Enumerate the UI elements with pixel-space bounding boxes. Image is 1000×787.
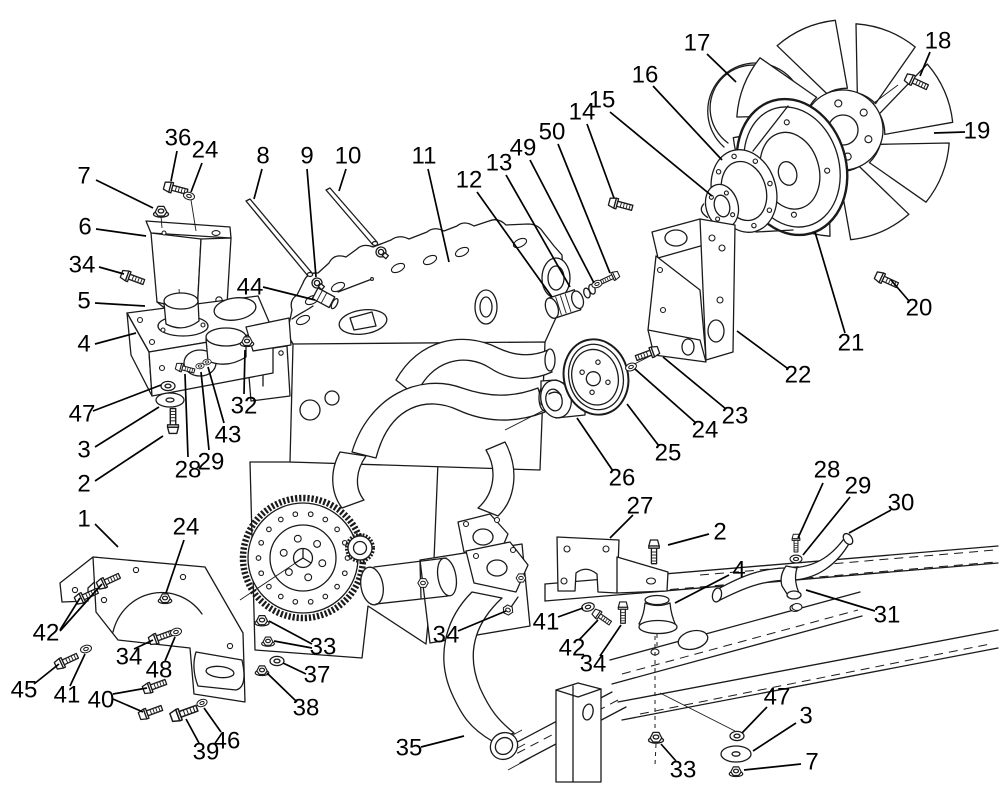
callout-24 [191, 137, 218, 193]
bolt-hole [343, 571, 348, 576]
bolt-2-left [168, 409, 179, 434]
callout-number: 27 [626, 492, 654, 520]
bolt-34-left [120, 269, 146, 287]
callout-number: 32 [230, 392, 258, 420]
callout-26 [577, 418, 635, 492]
nut-38 [255, 666, 269, 676]
callout-number: 41 [53, 681, 81, 709]
bolt-hole [319, 560, 326, 567]
washer-29-right [790, 555, 802, 563]
callout-45 [11, 664, 59, 704]
bolt-hole [308, 512, 313, 517]
bolt-hole [267, 584, 272, 589]
bolt-hole [579, 370, 584, 375]
callout-number: 34 [579, 650, 607, 678]
callout-41 [533, 608, 583, 636]
callout-number: 28 [174, 456, 202, 484]
bolt-hole [715, 217, 720, 222]
leader-line [95, 436, 163, 481]
arc-plate-illustration [54, 557, 245, 723]
callout-31 [806, 590, 900, 629]
bolt-45 [54, 651, 80, 670]
callout-number: 16 [631, 61, 659, 89]
callout-number: 41 [532, 608, 560, 636]
callout-number: 17 [683, 29, 711, 57]
callout-10 [335, 143, 362, 192]
leader-line [934, 132, 965, 133]
callout-4 [77, 331, 136, 358]
callout-number: 39 [192, 738, 220, 766]
callout-number: 7 [805, 748, 819, 776]
callout-number: 37 [303, 661, 331, 689]
callout-number: 8 [256, 142, 270, 170]
callout-22 [737, 331, 811, 389]
callout-2 [668, 519, 727, 546]
leader-line [798, 483, 823, 538]
callout-number: 28 [813, 456, 841, 484]
bolt-hole [595, 360, 600, 365]
bolt-hole [335, 584, 340, 589]
bolt-hole [256, 556, 261, 561]
callout-21 [815, 232, 864, 357]
callout-number: 29 [844, 472, 872, 500]
bolt-hole [280, 549, 287, 556]
callout-number: 48 [145, 656, 173, 684]
callout-number: 25 [654, 439, 682, 467]
leader-line [806, 590, 875, 611]
bolt-hole [259, 541, 264, 546]
callout-number: 2 [713, 518, 727, 546]
bolt-hole [323, 594, 328, 599]
callout-5 [77, 288, 145, 315]
callout-number: 43 [214, 421, 242, 449]
callout-number: 31 [873, 601, 901, 629]
leader-line [244, 350, 245, 394]
callout-number: 24 [172, 513, 200, 541]
engine-illustration [240, 220, 570, 658]
callout-number: 20 [905, 294, 933, 322]
callout-29 [803, 473, 871, 556]
bolt-2-right [649, 540, 659, 564]
callout-27 [610, 493, 653, 539]
bolt-hole [305, 574, 312, 581]
callout-20 [891, 280, 932, 322]
callout-number: 35 [395, 734, 423, 762]
callout-9 [300, 143, 316, 278]
bolt-hole [279, 517, 284, 522]
bolt-hole [294, 535, 301, 542]
bolt-hole [730, 212, 735, 217]
callout-number: 49 [509, 134, 537, 162]
bolt-hole [286, 569, 293, 576]
leader-line [95, 407, 159, 447]
bolt-hole [323, 517, 328, 522]
callout-number: 3 [77, 436, 91, 464]
callout-37 [283, 662, 330, 689]
leader-line [339, 169, 346, 191]
leader-line [742, 707, 767, 733]
bolt-hole [865, 136, 872, 143]
washer-37 [270, 656, 284, 665]
leader-line [60, 598, 80, 630]
callout-number: 24 [191, 136, 219, 164]
bolt-20 [874, 270, 900, 289]
callout-number: 40 [87, 686, 115, 714]
callout-number: 14 [568, 98, 596, 126]
callout-47 [742, 684, 790, 734]
leader-line [113, 699, 143, 712]
callout-40 [88, 687, 147, 714]
callout-number: 24 [691, 416, 719, 444]
bolt-hole [767, 208, 772, 213]
callout-number: 34 [115, 643, 143, 671]
bolt-hole [767, 181, 772, 186]
callout-number: 33 [669, 756, 697, 784]
callout-number: 4 [77, 330, 91, 358]
callout-47 [69, 385, 161, 428]
bolt-hole [259, 571, 264, 576]
callout-6 [78, 214, 146, 241]
callout-25 [627, 404, 681, 467]
leader-line [254, 169, 262, 199]
leader-line [668, 534, 709, 545]
callout-number: 33 [309, 633, 337, 661]
leader-line [577, 418, 613, 471]
callout-number: 18 [924, 27, 952, 55]
leader-line [610, 112, 712, 196]
callout-34 [69, 252, 124, 279]
bolt-hole [293, 600, 298, 605]
leader-line [95, 303, 145, 306]
callout-number: 22 [784, 361, 812, 389]
leader-line [93, 385, 161, 411]
leader-line [558, 608, 583, 617]
callout-8 [254, 143, 270, 200]
fan-bracket-illustration [648, 219, 735, 362]
callout-number: 3 [799, 702, 813, 730]
callout-number: 4 [732, 556, 746, 584]
nut-7-right [729, 767, 743, 777]
leader-line [815, 232, 845, 333]
bolt-34-mid [618, 602, 627, 623]
bolt-hole [293, 512, 298, 517]
leader-line [737, 331, 787, 368]
callout-number: 26 [608, 464, 636, 492]
leader-line [421, 736, 464, 747]
leader-line [307, 169, 316, 277]
callout-33 [661, 744, 696, 784]
bolt-39 [169, 703, 199, 724]
callout-number: 47 [763, 683, 791, 711]
callout-16 [632, 62, 722, 161]
washer-46 [196, 698, 208, 708]
bolt-hole [751, 223, 756, 228]
callout-number: 42 [32, 619, 60, 647]
callout-35 [396, 735, 464, 762]
leader-line [95, 524, 118, 547]
bolt-hole [724, 191, 729, 196]
callout-number: 7 [77, 162, 91, 190]
bolt-hole [267, 527, 272, 532]
callout-number: 29 [197, 448, 225, 476]
leader-line [113, 688, 147, 694]
bolt-hole [589, 390, 594, 395]
leader-line [171, 151, 177, 181]
callout-number: 19 [963, 117, 991, 145]
leader-line [191, 163, 202, 192]
bolt-hole [308, 600, 313, 605]
washer-41-left [80, 644, 93, 654]
callout-number: 1 [77, 505, 91, 533]
callout-number: 36 [164, 124, 192, 152]
callout-24 [635, 369, 718, 444]
washer-41-mid [581, 602, 595, 612]
washer-47-left [161, 381, 175, 390]
nut-33-right [649, 732, 664, 743]
callout-number: 50 [538, 118, 566, 146]
callout-number: 21 [837, 329, 865, 357]
callout-number: 13 [485, 149, 513, 177]
callout-28 [798, 457, 840, 539]
callout-number: 34 [68, 251, 96, 279]
bolt-hole [335, 527, 340, 532]
bolt-hole [835, 100, 842, 107]
callout-number: 34 [432, 621, 460, 649]
bolt-14 [608, 197, 634, 213]
callout-1 [77, 506, 118, 548]
callout-4 [675, 557, 746, 604]
bolt-hole [279, 594, 284, 599]
callout-number: 6 [78, 213, 92, 241]
nut-7-left [154, 206, 169, 217]
callout-number: 23 [721, 402, 749, 430]
washer-24-top [183, 191, 196, 201]
callout-number: 46 [213, 727, 241, 755]
leader-line [283, 663, 306, 674]
leader-line [99, 267, 124, 274]
callout-number: 30 [887, 489, 915, 517]
callout-number: 42 [558, 634, 586, 662]
bolt-hole [605, 380, 610, 385]
leader-line [753, 723, 796, 751]
leader-line [587, 124, 614, 198]
leader-line [849, 510, 891, 533]
callout-number: 5 [77, 287, 91, 315]
bolt-hole [753, 159, 758, 164]
leader-line [744, 764, 801, 770]
bolt-hole [716, 169, 721, 174]
bolt-hole [731, 154, 736, 159]
callout-7 [77, 163, 153, 209]
callout-number: 9 [300, 142, 314, 170]
leader-line [96, 180, 153, 208]
callout-36 [165, 125, 192, 182]
callout-7 [744, 749, 819, 776]
callout-number: 15 [588, 86, 616, 114]
callout-number: 12 [455, 166, 483, 194]
leader-line [96, 229, 146, 236]
bolt-23 [634, 345, 660, 363]
callout-number: 44 [236, 273, 264, 301]
callout-number: 45 [10, 676, 38, 704]
callout-17 [684, 30, 736, 83]
callout-number: 10 [334, 142, 362, 170]
callout-number: 11 [411, 142, 437, 170]
callout-number: 2 [77, 470, 91, 498]
bolt-hole [860, 109, 867, 116]
bolt-hole [314, 541, 321, 548]
callout-number: 38 [292, 694, 320, 722]
callout-number: 47 [68, 400, 96, 428]
